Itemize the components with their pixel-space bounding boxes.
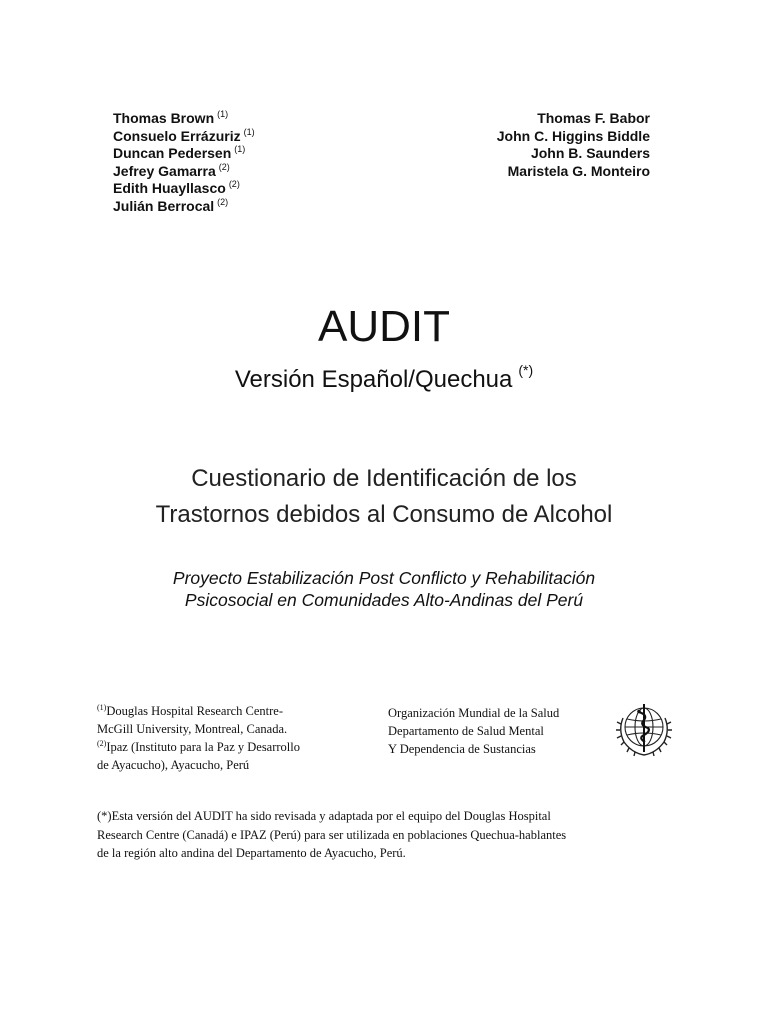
project-line: Proyecto Estabilización Post Conflicto y Rehabilitación [172,568,596,588]
author-entry [113,180,255,198]
author-ref: (2) [228,179,240,189]
affiliations-left [97,702,300,774]
author-name: John C. Higgins Biddle [496,127,650,144]
subtitle-footnote-mark: (*) [518,362,534,378]
author-ref: (1) [243,126,255,137]
author-entry [113,198,255,216]
affiliations-right [388,704,559,758]
author-entry [113,163,255,181]
subtitle-text: Versión Español/Quechua [234,366,513,393]
author-entry [113,145,255,163]
document-title: AUDIT [318,302,450,351]
author-name: Jefrey Gamarra [113,162,216,179]
authors-right-column [497,110,650,180]
affiliation-text: Ipaz (Instituto para la Paz y Desarrollo [106,740,301,754]
author-name: Julián Berrocal [113,197,215,214]
affiliation-line: de Ayacucho), Ayacucho, Perú [97,758,250,772]
affiliation-line [97,738,300,756]
note-line: de la región alto andina del Departamento de Ayacucho, Perú. [97,846,406,860]
author-name: Maristela G. Monteiro [507,162,650,179]
author-name: Duncan Pedersen [113,145,232,161]
affiliation-ref: (2) [97,739,107,748]
questionnaire-description [0,461,768,533]
author-name: John B. Saunders [530,145,650,161]
document-subtitle [0,360,768,400]
affiliation-line: Organización Mundial de la Salud [388,706,560,720]
affiliation-line: Y Dependencia de Sustancias [388,742,536,756]
project-line: Psicosocial en Comunidades Alto-Andinas del Perú [184,590,584,610]
affiliation-text: Douglas Hospital Research Centre- [106,704,284,718]
affiliation-line: Departamento de Salud Mental [388,724,544,738]
description-line: Trastornos debidos al Consumo de Alcohol [155,501,613,528]
author-ref: (2) [217,196,229,207]
affiliation-line [97,702,300,720]
author-ref: (1) [217,109,229,119]
who-emblem-icon [615,700,673,760]
note-line: (*)Esta versión del AUDIT ha sido revisada y adaptada por el equipo del Douglas Hospital [97,809,551,823]
authors-left-column [113,110,255,215]
note-line: Research Centre (Canadá) e IPAZ (Perú) para ser utilizada en poblaciones Quechua-hablantes [97,827,567,842]
affiliation-line: McGill University, Montreal, Canada. [97,722,288,736]
author-entry [113,128,255,146]
description-line: Cuestionario de Identificación de los [191,465,577,492]
author-ref: (2) [218,161,230,172]
author-name: Thomas F. Babor [537,110,650,126]
project-name [0,567,768,611]
affiliation-ref: (1) [97,703,107,712]
author-name: Consuelo Errázuriz [113,127,241,144]
author-entry [113,110,255,128]
author-name: Edith Huayllasco [113,180,226,196]
author-ref: (1) [234,144,246,154]
version-note [97,807,697,863]
author-name: Thomas Brown [113,110,215,126]
